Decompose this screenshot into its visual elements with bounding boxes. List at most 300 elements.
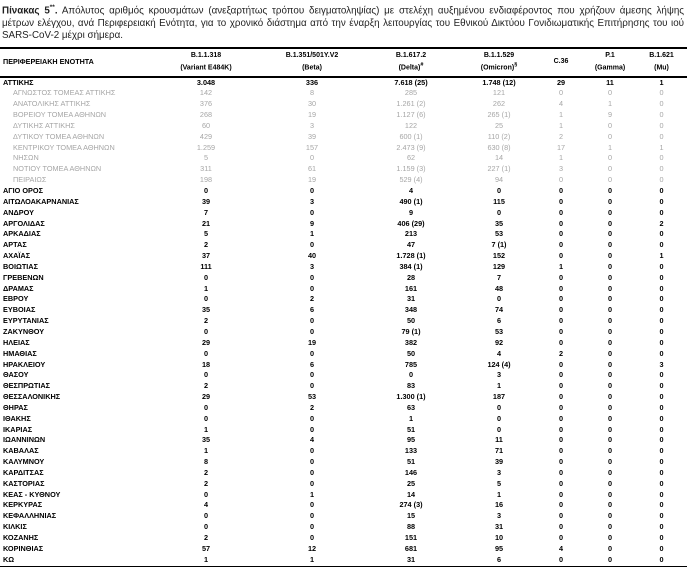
- value-cell: 0: [659, 207, 664, 217]
- value-cell: 4: [203, 500, 209, 510]
- table-row: [0, 273, 687, 284]
- region-name-cell: ΘΕΣΠΡΩΤΙΑΣ: [3, 381, 51, 391]
- value-cell: 198: [199, 175, 213, 185]
- value-cell: 51: [406, 424, 416, 434]
- region-name-cell: ΚΑΛΥΜΝΟΥ: [3, 457, 45, 467]
- value-cell: 262: [492, 99, 506, 109]
- value-cell: 5: [203, 153, 209, 163]
- table-row: [0, 153, 687, 164]
- value-cell: 0: [607, 261, 613, 271]
- value-cell: 0: [607, 489, 613, 499]
- value-cell: 8: [203, 457, 209, 467]
- value-cell: 61: [307, 164, 317, 174]
- value-cell: 0: [558, 500, 564, 510]
- value-cell: 57: [201, 543, 211, 553]
- value-cell: 3: [659, 359, 664, 369]
- table-row: [0, 240, 687, 251]
- value-cell: 1: [659, 77, 664, 87]
- value-cell: 0: [408, 370, 414, 380]
- value-cell: 0: [558, 370, 564, 380]
- table-row: [0, 208, 687, 219]
- value-cell: 5: [496, 478, 502, 488]
- region-name-cell: ΑΓΙΟ ΟΡΟΣ: [3, 186, 43, 195]
- region-name-cell: ΠΕΙΡΑΙΩΣ: [13, 175, 47, 185]
- value-cell: 0: [558, 413, 564, 423]
- value-cell: 39: [307, 131, 317, 141]
- region-name-cell: ΑΡΓΟΛΙΔΑΣ: [3, 218, 45, 228]
- value-cell: 0: [558, 326, 564, 336]
- value-cell: 0: [558, 251, 564, 261]
- table-row: [0, 479, 687, 490]
- value-cell: 0: [607, 131, 613, 141]
- value-cell: 0: [659, 283, 664, 293]
- value-cell: 0: [558, 294, 564, 304]
- value-cell: 0: [558, 478, 564, 488]
- value-cell: 1.127 (6): [396, 110, 426, 120]
- column-header-delta: B.1.617.2 (Delta)#: [362, 48, 460, 77]
- value-cell: 5: [203, 229, 209, 239]
- value-cell: 0: [309, 272, 315, 282]
- value-cell: 94: [494, 175, 504, 185]
- value-cell: 0: [659, 467, 664, 477]
- variant-cases-table: [0, 47, 687, 566]
- value-cell: 0: [309, 467, 315, 477]
- value-cell: 0: [659, 186, 664, 195]
- value-cell: 19: [307, 175, 317, 185]
- table-body: [0, 77, 687, 566]
- value-cell: 0: [309, 207, 315, 217]
- value-cell: 0: [607, 153, 613, 163]
- value-cell: 429: [199, 131, 213, 141]
- value-cell: 213: [404, 229, 418, 239]
- value-cell: 0: [558, 402, 564, 412]
- table-row: [0, 349, 687, 360]
- value-cell: 3.048: [196, 77, 216, 87]
- value-cell: 129: [492, 261, 506, 271]
- value-cell: 0: [659, 381, 664, 391]
- value-cell: 25: [406, 478, 416, 488]
- value-cell: 12: [307, 543, 317, 553]
- region-name-cell: ΕΥΡΥΤΑΝΙΑΣ: [3, 316, 49, 326]
- value-cell: 9: [309, 218, 315, 228]
- value-cell: 1: [659, 251, 664, 261]
- value-cell: 0: [607, 348, 613, 358]
- value-cell: 2.473 (9): [396, 142, 426, 152]
- table-row: [0, 110, 687, 121]
- table-row: [0, 370, 687, 381]
- value-cell: 1: [558, 153, 564, 163]
- value-cell: 0: [558, 511, 564, 521]
- value-cell: 51: [406, 457, 416, 467]
- caption-footnote-marker: **: [49, 4, 55, 11]
- value-cell: 0: [659, 478, 664, 488]
- value-cell: 0: [496, 413, 502, 423]
- value-cell: 0: [607, 251, 613, 261]
- value-cell: 1: [558, 110, 564, 120]
- table-row: [0, 338, 687, 349]
- value-cell: 0: [659, 164, 664, 174]
- region-name-cell: ΕΥΒΟΙΑΣ: [3, 305, 36, 315]
- value-cell: 121: [492, 88, 506, 98]
- value-cell: 1: [203, 446, 209, 456]
- value-cell: 2: [309, 294, 315, 304]
- value-cell: 0: [659, 457, 664, 467]
- value-cell: 0: [607, 229, 613, 239]
- value-cell: 6: [460, 555, 538, 566]
- region-name-cell: ΚΑΒΑΛΑΣ: [3, 446, 39, 456]
- value-cell: 2: [203, 533, 209, 542]
- value-cell: 95: [494, 543, 504, 553]
- value-cell: 1: [150, 555, 262, 566]
- value-cell: 0: [659, 543, 664, 553]
- value-cell: 0: [496, 402, 502, 412]
- value-cell: 0: [558, 305, 564, 315]
- value-cell: 2: [558, 131, 564, 141]
- table-row: [0, 403, 687, 414]
- table-row: [0, 175, 687, 186]
- value-cell: 348: [404, 305, 418, 315]
- region-name-cell: ΚΑΣΤΟΡΙΑΣ: [3, 478, 45, 488]
- table-row: [0, 414, 687, 425]
- value-cell: 0: [659, 229, 664, 239]
- value-cell: 0: [607, 294, 613, 304]
- value-cell: 406 (29): [397, 218, 425, 228]
- region-name-cell: ΚΩ: [0, 555, 150, 566]
- value-cell: 0: [607, 186, 613, 195]
- value-cell: 60: [201, 120, 211, 130]
- value-cell: 0: [309, 381, 315, 391]
- value-cell: 2: [558, 348, 564, 358]
- region-name-cell: ΑΝΑΤΟΛΙΚΗΣ ΑΤΤΙΚΗΣ: [13, 99, 91, 109]
- value-cell: 0: [659, 120, 664, 130]
- value-cell: 0: [659, 413, 664, 423]
- value-cell: 0: [203, 522, 209, 532]
- value-cell: 92: [494, 337, 504, 347]
- table-row: [0, 229, 687, 240]
- table-caption: [0, 0, 687, 43]
- value-cell: 1: [496, 381, 502, 391]
- value-cell: 1: [203, 283, 209, 293]
- value-cell: 0: [558, 207, 564, 217]
- value-cell: 0: [309, 424, 315, 434]
- value-cell: 0: [607, 457, 613, 467]
- value-cell: 3: [309, 120, 315, 130]
- value-cell: 384 (1): [399, 261, 423, 271]
- table-row: [0, 164, 687, 175]
- value-cell: 3: [496, 370, 502, 380]
- value-cell: 0: [659, 88, 664, 98]
- value-cell: 1: [309, 229, 315, 239]
- value-cell: 0: [659, 131, 664, 141]
- value-cell: 6: [309, 359, 315, 369]
- value-cell: 53: [494, 326, 504, 336]
- value-cell: 47: [406, 240, 416, 250]
- caption-text: Απόλυτος αριθμός κρουσμάτων (ανεξαρτήτως τρόπου δειγματοληψίας) με στελέχη αυξημένου ενδιαφέροντος που χρήζουν άμεσης λήψης μέτρων ελέγχου, ανά Περιφερειακή Ενότητα, για το χρονικό διάστημα από την έναρξη λειτουργίας του Εθνικού Δικτύου Γονιδιωματικής Επιτήρησης του ιού SARS-CoV-2 μέχρι σήμερα.: [2, 5, 684, 42]
- region-name-cell: ΑΡΚΑΔΙΑΣ: [3, 229, 41, 239]
- value-cell: 2: [203, 478, 209, 488]
- table-row: [0, 533, 687, 544]
- column-header-mu: B.1.621 (Mu): [636, 48, 687, 77]
- value-cell: 30: [307, 99, 317, 109]
- value-cell: 79 (1): [401, 326, 421, 336]
- value-cell: 0: [607, 413, 613, 423]
- value-cell: 1: [262, 555, 362, 566]
- value-cell: 1.300 (1): [396, 392, 426, 402]
- value-cell: 1.748 (12): [482, 77, 516, 87]
- value-cell: 0: [203, 294, 209, 304]
- value-cell: 4: [558, 543, 564, 553]
- value-cell: 11: [495, 435, 503, 445]
- value-cell: 0: [607, 424, 613, 434]
- value-cell: 3: [558, 164, 564, 174]
- value-cell: 0: [607, 272, 613, 282]
- region-name-cell: ΓΡΕΒΕΝΩΝ: [3, 272, 44, 282]
- value-cell: 0: [203, 326, 209, 336]
- value-cell: 0: [607, 522, 613, 532]
- table-row: [0, 186, 687, 197]
- value-cell: 18: [201, 359, 211, 369]
- value-cell: 0: [558, 359, 564, 369]
- table-row: [0, 511, 687, 522]
- value-cell: 74: [494, 305, 504, 315]
- value-cell: 0: [558, 457, 564, 467]
- value-cell: 8: [309, 88, 315, 98]
- value-cell: 0: [558, 316, 564, 326]
- region-name-cell: ΝΟΤΙΟΥ ΤΟΜΕΑ ΑΘΗΝΩΝ: [13, 164, 102, 174]
- value-cell: 2: [659, 218, 664, 228]
- value-cell: 0: [659, 533, 664, 542]
- value-cell: 0: [659, 175, 664, 185]
- value-cell: 15: [406, 511, 416, 521]
- value-cell: 0: [659, 337, 664, 347]
- value-cell: 0: [203, 348, 209, 358]
- table-row: [0, 522, 687, 533]
- region-name-cell: ΝΗΣΩΝ: [13, 153, 39, 163]
- value-cell: 785: [404, 359, 418, 369]
- value-cell: 2: [203, 316, 209, 326]
- value-cell: 0: [659, 392, 664, 402]
- value-cell: 17: [556, 142, 566, 152]
- value-cell: 31: [362, 555, 460, 566]
- value-cell: 382: [404, 337, 418, 347]
- value-cell: 50: [406, 316, 416, 326]
- value-cell: 0: [659, 402, 664, 412]
- region-name-cell: ΑΓΝΩΣΤΟΣ ΤΟΜΕΑΣ ΑΤΤΙΚΗΣ: [13, 88, 116, 98]
- value-cell: 10: [494, 533, 504, 542]
- value-cell: 0: [659, 370, 664, 380]
- value-cell: 9: [607, 110, 613, 120]
- value-cell: 53: [494, 229, 504, 239]
- column-header-omicron: B.1.1.529 (Omicron)§: [460, 48, 538, 77]
- value-cell: 0: [607, 164, 613, 174]
- value-cell: 0: [538, 555, 584, 566]
- value-cell: 0: [309, 446, 315, 456]
- value-cell: 4: [408, 186, 414, 195]
- value-cell: 88: [406, 522, 416, 532]
- value-cell: 0: [659, 489, 664, 499]
- value-cell: 7: [496, 272, 502, 282]
- table-row: [0, 121, 687, 132]
- value-cell: 0: [309, 533, 315, 542]
- region-name-cell: ΚΑΡΔΙΤΣΑΣ: [3, 467, 44, 477]
- table-row: [0, 381, 687, 392]
- value-cell: 0: [558, 424, 564, 434]
- table-row: [0, 327, 687, 338]
- value-cell: 111: [200, 261, 212, 271]
- region-name-cell: ΔΥΤΙΚΗΣ ΑΤΤΙΚΗΣ: [13, 120, 75, 130]
- value-cell: 0: [659, 326, 664, 336]
- table-row: [0, 490, 687, 501]
- value-cell: 0: [309, 522, 315, 532]
- table-row: [0, 284, 687, 295]
- value-cell: 0: [558, 533, 564, 542]
- value-cell: 0: [607, 175, 613, 185]
- value-cell: 39: [201, 196, 211, 206]
- value-cell: 0: [558, 196, 564, 206]
- value-cell: 0: [607, 533, 613, 542]
- value-cell: 0: [203, 186, 209, 195]
- region-name-cell: ΗΡΑΚΛΕΙΟΥ: [3, 359, 46, 369]
- value-cell: 14: [494, 153, 504, 163]
- value-cell: 142: [199, 88, 213, 98]
- column-header-gamma: P.1 (Gamma): [584, 48, 636, 77]
- value-cell: 1: [659, 142, 664, 152]
- value-cell: 0: [496, 424, 502, 434]
- value-cell: 0: [558, 337, 564, 347]
- caption-label: Πίνακας 5: [2, 5, 50, 17]
- value-cell: 157: [305, 142, 319, 152]
- table-row: [0, 132, 687, 143]
- value-cell: 29: [556, 77, 566, 87]
- value-cell: 0: [558, 467, 564, 477]
- value-cell: 0: [496, 186, 502, 195]
- value-cell: 62: [406, 153, 416, 163]
- region-name-cell: ΗΜΑΘΙΑΣ: [3, 348, 37, 358]
- value-cell: 19: [307, 110, 317, 120]
- value-cell: 40: [307, 251, 317, 261]
- region-name-cell: ΘΑΣΟΥ: [3, 370, 29, 380]
- value-cell: 50: [406, 348, 416, 358]
- value-cell: 0: [203, 511, 209, 521]
- table-row: [0, 316, 687, 327]
- value-cell: 1: [558, 261, 564, 271]
- value-cell: 0: [309, 240, 315, 250]
- value-cell: 0: [558, 283, 564, 293]
- value-cell: 0: [659, 294, 664, 304]
- region-name-cell: ΔΡΑΜΑΣ: [3, 283, 34, 293]
- value-cell: 1: [408, 413, 414, 423]
- table-row: [0, 446, 687, 457]
- value-cell: 0: [607, 435, 613, 445]
- value-cell: 0: [659, 99, 664, 109]
- region-name-cell: ΑΝΔΡΟΥ: [3, 207, 34, 217]
- value-cell: 0: [203, 489, 209, 499]
- value-cell: 3: [309, 261, 315, 271]
- value-cell: 0: [309, 153, 315, 163]
- value-cell: 0: [309, 326, 315, 336]
- value-cell: 4: [309, 435, 315, 445]
- value-cell: 0: [558, 218, 564, 228]
- value-cell: 0: [558, 88, 564, 98]
- table-row: [0, 251, 687, 262]
- table-row: [0, 219, 687, 230]
- region-name-cell: ΑΙΤΩΛΟΑΚΑΡΝΑΝΙΑΣ: [3, 196, 79, 206]
- value-cell: 0: [309, 316, 315, 326]
- table-row: [0, 500, 687, 511]
- value-cell: 274 (3): [399, 500, 423, 510]
- region-name-cell: ΒΟΡΕΙΟΥ ΤΟΜΕΑ ΑΘΗΝΩΝ: [13, 110, 107, 120]
- value-cell: 285: [404, 88, 418, 98]
- table-row: [0, 468, 687, 479]
- value-cell: 227 (1): [487, 164, 511, 174]
- region-name-cell: ΚΕΡΚΥΡΑΣ: [3, 500, 43, 510]
- table-row: [0, 457, 687, 468]
- region-name-cell: ΒΟΙΩΤΙΑΣ: [3, 261, 38, 271]
- table-header: [0, 48, 687, 77]
- value-cell: 0: [558, 446, 564, 456]
- value-cell: 0: [659, 261, 664, 271]
- value-cell: 311: [200, 164, 212, 174]
- value-cell: 133: [404, 446, 418, 456]
- table-row: [0, 143, 687, 154]
- value-cell: 83: [406, 381, 416, 391]
- value-cell: 0: [659, 348, 664, 358]
- value-cell: 7.618 (25): [394, 77, 428, 87]
- value-cell: 0: [607, 240, 613, 250]
- value-cell: 29: [201, 392, 211, 402]
- table-row: [0, 262, 687, 273]
- table-row: [0, 99, 687, 110]
- value-cell: 0: [558, 522, 564, 532]
- value-cell: 3: [496, 511, 502, 521]
- value-cell: 2: [203, 240, 209, 250]
- region-name-cell: ΙΚΑΡΙΑΣ: [3, 424, 33, 434]
- value-cell: 63: [406, 402, 416, 412]
- table-row: [0, 544, 687, 555]
- value-cell: 1: [309, 489, 315, 499]
- value-cell: 0: [558, 186, 564, 195]
- value-cell: 0: [558, 435, 564, 445]
- value-cell: 0: [607, 446, 613, 456]
- value-cell: 0: [607, 207, 613, 217]
- value-cell: 0: [659, 500, 664, 510]
- value-cell: 53: [307, 392, 317, 402]
- value-cell: 0: [659, 305, 664, 315]
- region-name-cell: ΖΑΚΥΝΘΟΥ: [3, 326, 45, 336]
- value-cell: 1.259: [196, 142, 216, 152]
- value-cell: 0: [607, 543, 613, 553]
- table-row: [0, 392, 687, 403]
- value-cell: 71: [494, 446, 504, 456]
- value-cell: 0: [659, 240, 664, 250]
- value-cell: 1.159 (3): [396, 164, 426, 174]
- value-cell: 9: [408, 207, 414, 217]
- value-cell: 4: [496, 348, 502, 358]
- value-cell: 7: [203, 207, 209, 217]
- value-cell: 35: [201, 435, 211, 445]
- value-cell: 2: [309, 402, 315, 412]
- region-name-cell: ΘΕΣΣΑΛΟΝΙΚΗΣ: [3, 392, 61, 402]
- value-cell: 0: [607, 359, 613, 369]
- value-cell: 681: [404, 543, 418, 553]
- value-cell: 0: [496, 207, 502, 217]
- value-cell: 529 (4): [399, 175, 423, 185]
- value-cell: 0: [659, 153, 664, 163]
- value-cell: 0: [607, 326, 613, 336]
- region-name-cell: ΚΟΡΙΝΘΙΑΣ: [3, 543, 44, 553]
- value-cell: 1.728 (1): [396, 251, 426, 261]
- value-cell: 29: [201, 337, 211, 347]
